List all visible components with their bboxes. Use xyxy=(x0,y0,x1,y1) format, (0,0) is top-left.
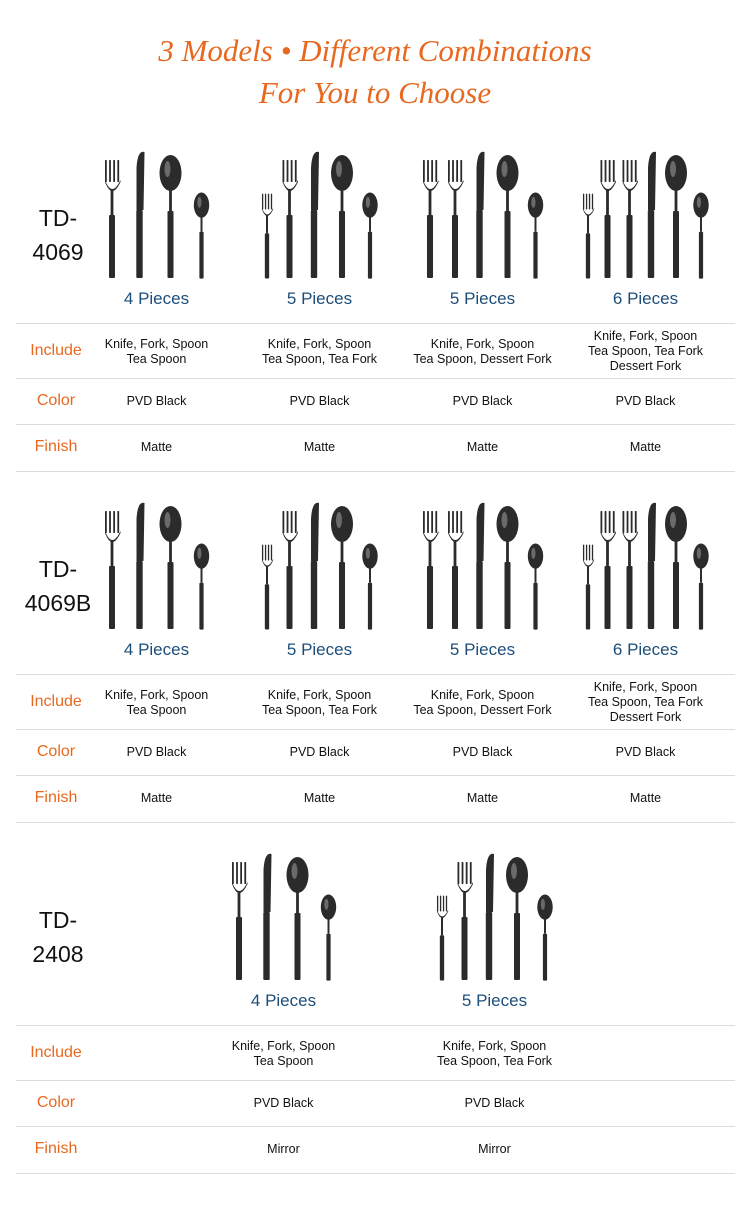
pieces-label: 5 Pieces xyxy=(449,640,516,659)
spec-cell-include xyxy=(564,329,727,374)
spoon-icon xyxy=(665,155,687,278)
knife-icon xyxy=(311,152,319,278)
cutlery-set-image xyxy=(202,842,365,982)
include-line: Tea Spoon, Dessert Fork xyxy=(413,351,552,366)
spec-cell-include xyxy=(75,337,238,367)
spec-cell-include xyxy=(401,688,564,718)
include-line: Tea Spoon xyxy=(126,702,187,717)
set-column xyxy=(413,842,576,1014)
model-block xyxy=(16,486,735,821)
spec-cell-include xyxy=(401,337,564,367)
spec-cell-color: PVD Black xyxy=(289,394,350,408)
knife-icon xyxy=(648,152,656,278)
small-fork-icon xyxy=(262,194,273,279)
pieces-label: 5 Pieces xyxy=(286,640,353,659)
header-title-line-1: 3 Models • Different Combinations xyxy=(158,33,592,68)
spec-cell-include xyxy=(202,1039,365,1069)
spec-cell-finish: Matte xyxy=(466,440,499,454)
spoon-icon xyxy=(665,506,687,629)
fork-icon xyxy=(105,160,121,278)
spec-cell-color: PVD Black xyxy=(452,394,513,408)
row-label-include: Include xyxy=(30,341,82,359)
set-column xyxy=(202,842,365,1014)
row-label-finish: Finish xyxy=(34,438,78,455)
knife-icon xyxy=(136,503,144,629)
row-label-include: Include xyxy=(30,692,82,710)
cutlery-set-image xyxy=(564,491,727,631)
set-column xyxy=(75,140,238,312)
spec-cell-color: PVD Black xyxy=(126,394,187,408)
include-line: Tea Spoon, Tea Fork xyxy=(261,351,378,366)
teaspoon-icon xyxy=(528,193,543,279)
spec-cell-finish: Matte xyxy=(629,791,662,805)
spec-cell-finish: Matte xyxy=(629,440,662,454)
fork-icon xyxy=(423,160,439,278)
cutlery-set-image xyxy=(75,140,238,280)
include-line: Tea Spoon xyxy=(253,1053,314,1068)
set-column xyxy=(401,491,564,663)
spec-cell-finish: Matte xyxy=(303,440,336,454)
spec-cell-finish: Matte xyxy=(140,440,173,454)
teaspoon-icon xyxy=(528,544,543,630)
spec-row-finish xyxy=(16,424,735,472)
row-label-color: Color xyxy=(36,743,76,760)
teaspoon-icon xyxy=(693,544,708,630)
spec-cell-include xyxy=(564,680,727,725)
spec-cell-color: PVD Black xyxy=(253,1096,314,1110)
include-line: Tea Spoon, Dessert Fork xyxy=(413,702,552,717)
set-column xyxy=(564,140,727,312)
set-column xyxy=(564,491,727,663)
cutlery-set-image xyxy=(401,491,564,631)
small-fork-icon xyxy=(583,194,594,279)
include-line: Tea Spoon, Tea Fork xyxy=(587,344,704,358)
cutlery-set-image xyxy=(75,491,238,631)
row-label-color: Color xyxy=(36,392,76,409)
model-label-line-1: TD- xyxy=(38,556,78,582)
spoon-icon xyxy=(287,857,309,980)
model-label-line-2: 4069B xyxy=(24,590,92,616)
set-column xyxy=(238,140,401,312)
include-line: Knife, Fork, Spoon xyxy=(442,1038,547,1053)
spec-cell-finish: Matte xyxy=(303,791,336,805)
include-line: Tea Spoon, Tea Fork xyxy=(587,695,704,709)
spec-cell-color: PVD Black xyxy=(289,745,350,759)
include-line: Dessert Fork xyxy=(609,359,682,373)
row-label-finish: Finish xyxy=(34,1140,78,1157)
include-line: Knife, Fork, Spoon xyxy=(430,336,535,351)
include-line: Tea Spoon, Tea Fork xyxy=(261,702,378,717)
spec-row-include xyxy=(16,674,735,730)
small-fork-icon xyxy=(262,545,273,630)
cutlery-set-image xyxy=(564,140,727,280)
row-label-include: Include xyxy=(30,1043,82,1061)
pieces-label: 6 Pieces xyxy=(612,289,679,308)
include-line: Knife, Fork, Spoon xyxy=(593,680,698,694)
cutlery-set-image xyxy=(238,140,401,280)
spoon-icon xyxy=(497,506,519,629)
spoon-icon xyxy=(497,155,519,278)
include-line: Knife, Fork, Spoon xyxy=(231,1038,336,1053)
spec-row-include xyxy=(16,1025,735,1081)
knife-icon xyxy=(263,854,271,980)
spec-cell-color: PVD Black xyxy=(464,1096,525,1110)
pieces-label: 5 Pieces xyxy=(286,289,353,308)
model-label-line-2: 4069 xyxy=(32,239,84,265)
spoon-icon xyxy=(331,155,353,278)
include-line: Knife, Fork, Spoon xyxy=(267,687,372,702)
knife-icon xyxy=(476,503,484,629)
spec-cell-include xyxy=(238,688,401,718)
fork-icon xyxy=(623,511,639,629)
teaspoon-icon xyxy=(194,544,209,630)
spoon-icon xyxy=(160,506,182,629)
knife-icon xyxy=(476,152,484,278)
spec-cell-finish: Mirror xyxy=(267,1142,300,1156)
spoon-icon xyxy=(160,155,182,278)
cutlery-set-image xyxy=(413,842,576,982)
cutlery-set-image xyxy=(238,491,401,631)
fork-icon xyxy=(232,862,248,980)
spec-cell-finish: Matte xyxy=(140,791,173,805)
spec-cell-color: PVD Black xyxy=(615,394,676,408)
fork-icon xyxy=(283,160,299,278)
row-label-finish: Finish xyxy=(34,789,78,806)
cutlery-set-image xyxy=(401,140,564,280)
set-column xyxy=(75,491,238,663)
model-label xyxy=(16,903,100,971)
model-block xyxy=(16,837,735,1172)
pieces-label: 6 Pieces xyxy=(612,640,679,659)
page-header xyxy=(0,30,750,114)
spec-row-color xyxy=(16,378,735,425)
spec-row-color xyxy=(16,1080,735,1127)
spec-cell-finish: Matte xyxy=(466,791,499,805)
spec-row-include xyxy=(16,323,735,379)
model-label-line-1: TD- xyxy=(38,907,78,933)
fork-icon xyxy=(448,160,464,278)
pieces-label: 4 Pieces xyxy=(123,640,190,659)
knife-icon xyxy=(136,152,144,278)
teaspoon-icon xyxy=(194,193,209,279)
pieces-label: 5 Pieces xyxy=(449,289,516,308)
spec-cell-color: PVD Black xyxy=(126,745,187,759)
fork-icon xyxy=(423,511,439,629)
small-fork-icon xyxy=(437,896,448,981)
fork-icon xyxy=(283,511,299,629)
fork-icon xyxy=(105,511,121,629)
spec-cell-include xyxy=(238,337,401,367)
fork-icon xyxy=(448,511,464,629)
model-label-line-2: 2408 xyxy=(32,941,84,967)
header-title-line-2: For You to Choose xyxy=(258,75,492,110)
model-block xyxy=(16,135,735,470)
spoon-icon xyxy=(331,506,353,629)
fork-icon xyxy=(601,160,617,278)
spec-cell-finish: Mirror xyxy=(478,1142,511,1156)
spec-row-color xyxy=(16,729,735,776)
include-line: Knife, Fork, Spoon xyxy=(593,329,698,343)
include-line: Tea Spoon xyxy=(126,351,187,366)
pieces-label: 5 Pieces xyxy=(461,991,528,1010)
teaspoon-icon xyxy=(537,895,552,981)
small-fork-icon xyxy=(583,545,594,630)
spec-cell-color: PVD Black xyxy=(615,745,676,759)
teaspoon-icon xyxy=(321,895,336,981)
spec-row-finish xyxy=(16,1126,735,1174)
fork-icon xyxy=(623,160,639,278)
include-line: Knife, Fork, Spoon xyxy=(104,336,209,351)
row-label-color: Color xyxy=(36,1094,76,1111)
include-line: Knife, Fork, Spoon xyxy=(267,336,372,351)
include-line: Dessert Fork xyxy=(609,710,682,724)
fork-icon xyxy=(458,862,474,980)
teaspoon-icon xyxy=(693,193,708,279)
spoon-icon xyxy=(506,857,528,980)
spec-cell-color: PVD Black xyxy=(452,745,513,759)
include-line: Tea Spoon, Tea Fork xyxy=(436,1053,553,1068)
pieces-label: 4 Pieces xyxy=(123,289,190,308)
pieces-label: 4 Pieces xyxy=(250,991,317,1010)
include-line: Knife, Fork, Spoon xyxy=(430,687,535,702)
spec-row-finish xyxy=(16,775,735,823)
include-line: Knife, Fork, Spoon xyxy=(104,687,209,702)
set-column xyxy=(401,140,564,312)
knife-icon xyxy=(486,854,494,980)
spec-cell-include xyxy=(75,688,238,718)
knife-icon xyxy=(311,503,319,629)
spec-cell-include xyxy=(413,1039,576,1069)
model-label-line-1: TD- xyxy=(38,205,78,231)
knife-icon xyxy=(648,503,656,629)
set-column xyxy=(238,491,401,663)
teaspoon-icon xyxy=(362,544,377,630)
teaspoon-icon xyxy=(362,193,377,279)
fork-icon xyxy=(601,511,617,629)
